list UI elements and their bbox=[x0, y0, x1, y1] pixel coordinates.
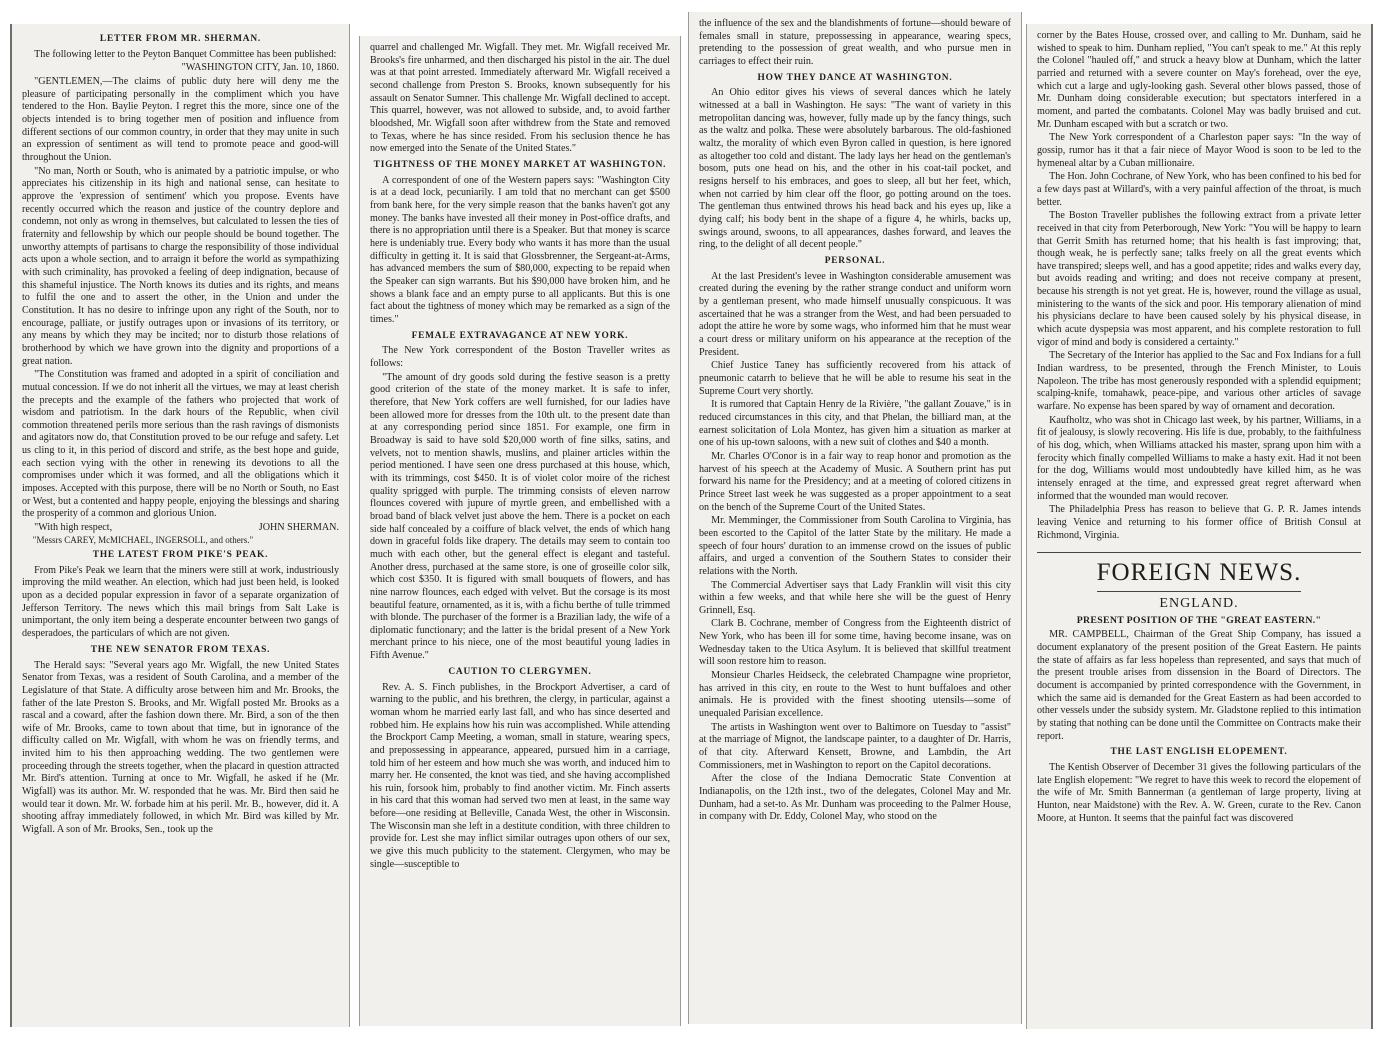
heading-great-eastern: PRESENT POSITION OF THE "GREAT EASTERN." bbox=[1076, 615, 1322, 627]
personal-paragraph-2: Chief Justice Taney has sufficiently recovered from his attack of pneumonic catarrh to believe that he will be able to resume his seat in the Supreme Court very shortly. bbox=[699, 360, 1011, 397]
sherman-paragraph-2: "No man, North or South, who is animated by a patriotic impulse, or who appreciates his citizenship in its high and national sense, can hesitate to approve the 'expression of sentiment' which you propose. Events have recently occurred which the reason and justice of the country deplore and condemn, not only as wrong in themselves, but calculated to lessen the ties of fraternity and fellowship by which our people should be bound together. The unworthy attempts of partisans to charge the responsibility of those individual acts upon a whole section, and to arraign it before the world as sympathizing with such criminality, has provoked a feeling of deep indignation, because of this shameful injustice. The North knows its duties and its rights, and means to fulfil the one and to assert the other, in the Union and under the Constitution. It has no desire to infringe upon any right of the South, nor to encourage, palliate, or justify outrages upon or invasions of its territory, or any means by which they may be incited; nor to disturb those relations of brotherhood by which we have grown into the dignity and proportions of a great nation. bbox=[22, 165, 339, 367]
column-4 bbox=[1026, 24, 1373, 1029]
heading-foreign-news: FOREIGN NEWS. bbox=[1096, 559, 1302, 587]
personal-paragraph-12: The Hon. John Cochrane, of New York, who has been confined to his bed for a few days past at Willard's, with a very painful affection of the throat, is much better. bbox=[1037, 171, 1361, 208]
personal-paragraph-16: The Philadelphia Press has reason to believe that G. P. R. James intends leaving Venice and returning to his former office of British Consul at Richmond, Virginia. bbox=[1037, 504, 1361, 541]
personal-paragraph-9: The artists in Washington went over to Baltimore on Tuesday to "assist" at the marriage of Mignot, the landscape painter, to a daughter of Dr. Harris, of that city. Afterward Kensett, Browne, and Lambdin, the Art Commissioners, met in Washington to report on the Capitol decorations. bbox=[699, 721, 1011, 771]
sherman-addressees: "Messrs CAREY, McMICHAEL, INGERSOLL, and others." bbox=[32, 534, 254, 545]
personal-paragraph-6: The Commercial Advertiser says that Lady Franklin will visit this city within a few weeks, and that while here she will be the guest of Henry Grinnell, Esq. bbox=[699, 579, 1011, 616]
column-1 bbox=[10, 24, 350, 1027]
heading-pikes-peak: THE LATEST FROM PIKE'S PEAK. bbox=[92, 550, 269, 561]
heading-personal: PERSONAL. bbox=[824, 255, 886, 266]
elopement-paragraph: The Kentish Observer of December 31 gives the following particulars of the late English elopement: "We regret to have this week to record the elopement of the wife of Mr. Smith Bannerman (a gentleman of large property, living at Hunton, near Maidstone) with the Rev. A. W. Green, curate to the Rev. Canon Moore, at Hunton. It seems that the painful fact was discovered bbox=[1037, 762, 1361, 824]
sherman-dateline: "WASHINGTON CITY, Jan. 10, 1860. bbox=[181, 62, 339, 74]
column-3 bbox=[688, 12, 1022, 1024]
pikes-paragraph: From Pike's Peak we learn that the miners were still at work, industriously improving the mild weather. An election, which had just been held, is looked upon as a decided popular expression in favor of a separate organization of Jefferson Territory. The news which this mail brings from Salt Lake is unimportant, the only item being a desperate encounter between two gangs of desperadoes, the particulars of which are not given. bbox=[22, 564, 339, 640]
heading-caution-clergymen: CAUTION TO CLERGYMEN. bbox=[448, 666, 592, 677]
personal-paragraph-11: The New York correspondent of a Charleston paper says: "In the way of gossip, rumor has it that a fair niece of Mayor Wood is soon to be led to the hymeneal altar by a Cuban millionaire. bbox=[1037, 132, 1361, 169]
caution-continuation: the influence of the sex and the blandishments of fortune—should beware of females small in stature, prepossessing in appearance, wearing specs, pretending to the possession of great wealth, and who pursue men in carriages to effect their ruin. bbox=[699, 18, 1011, 67]
personal-paragraph-3: It is rumored that Captain Henry de la Rivière, "the gallant Zouave," is in reduced circumstances in this city, and that Phelan, the billiard man, at the earnest solicitation of Lola Montez, has given him a situation as marker at one of his up-town saloons, with a new suit of clothes and $40 a month. bbox=[699, 399, 1011, 449]
great-eastern-paragraph: MR. CAMPBELL, Chairman of the Great Ship Company, has issued a document explanatory of the present position of the Great Eastern. He paints the state of affairs as far less hopeless than represented, and says that much of the present trouble arises from dissension in the Board of Directors. The document is accompanied by printed correspondence with the Government, in which the same aid is demanded for the Great Eastern as had been accorded to other vessels under the subsidy system. Mr. Gladstone replied to this intimation by stating that nothing can be done until the Committee on Contracts make their report. bbox=[1037, 629, 1361, 742]
heading-english-elopement: THE LAST ENGLISH ELOPEMENT. bbox=[1110, 747, 1288, 758]
personal-paragraph-13: The Boston Traveller publishes the following extract from a private letter received in that city from Peterborough, New York: "You will be happy to learn that Gerrit Smith has returned home; that his health is fast improving; that, though weak, he is perfectly sane; talks freely on all the great events which have transpired; sleeps well, and has a good appetite; rides and walks every day, but avoids reading and writing; and does not receive company at present, because his strength is not yet great. He is, however, round the village as usual, ministering to the wants of the sick and poor. His temporary alienation of mind his physicians declare to have been caused solely by his physical disease, in which acute dyspepsia was most apparent, and his complete restoration to full vigor of mind and body is considered a certainty." bbox=[1037, 210, 1361, 348]
senator-paragraph: The Herald says: "Several years ago Mr. Wigfall, the new United States Senator from Texas, was a resident of South Carolina, and a member of the Legislature of that State. A difficulty arose between him and Mr. Brooks, the father of the late Preston S. Brooks, and Mr. Wigfall posted Mr. Brooks as a rascal and a coward, after the fashion down there. Mr. Bird, a son of the then wife of Mr. Brooks, came to town about that time, but in ignorance of the difficulty called on Mr. Wigfall, with whom he was on friendly terms, and invited him to his then approaching wedding. The two gentlemen were proceeding through the streets together, when the placard in question attracted Mr. Bird's attention. Turning at once to Mr. Wigfall, he asked if he (Mr. Wigfall) was its author. Mr. W. responded that he was. Mr. Bird then said he would tear it down. Mr. W. forbade him at his peril. Mr. B., however, did it. A shooting affray immediately followed, in which Mr. Bird was killed by Mr. Wigfall. A son of Mr. Brooks, Sen., took up the bbox=[22, 659, 339, 836]
divider-rule bbox=[1097, 591, 1301, 592]
heading-sherman-letter: LETTER FROM MR. SHERMAN. bbox=[99, 34, 262, 44]
personal-paragraph-10: After the close of the Indiana Democratic State Convention at Indianapolis, on the 12th inst., two of the delegates, Colonel May and Mr. Dunham, had a set-to. As Mr. Dunham was proceeding to the Palmer House, in company with Dr. Eddy, Colonel May, who stood on the bbox=[699, 773, 1011, 823]
female-paragraph: "The amount of dry goods sold during the festive season is a pretty good criterion of the state of the money market. It is safe to infer, therefore, that New York coffers are well furnished, for our ladies have been allowed more for dresses from the 10th ult. to the present date than at any corresponding period since 1851. For example, one firm in Broadway is said to have sold $20,000 worth of fine silks, satins, and velvets, not to mention shawls, muslins, and plainer articles within the period mentioned. I have seen one dress purchased at this house, which, with its trimmings, cost $450. It is of violet color moire of the richest quality sprigged with purple. The trimming consists of eleven narrow flounces covered with jupure of myrtle green, and embellished with a broad band of black velvet just above the hem. There is a pocket on each side half concealed by a coiffure of black velvet, the ends of which hang down in graceful folds like drapery. The details may seem to contain too much with each other, but the general effect is elegant and tasteful. Another dress, purchased at the same store, is one of groseille color silk, which cost $350. It is figured with small bouquets of flowers, and has nine narrow flounces, each edged with velvet. But the corsage is its most beautiful feature, ornamented, as it is, with a fichu berthe of tulle trimmed with blonde. The purchaser of the former is a Brazilian lady, the wife of a diplomatic functionary; and the latter is the bridal present of a New York merchant prince to his niece, one of the most beautiful young ladies in Fifth Avenue." bbox=[370, 371, 670, 662]
sherman-paragraph-3: "The Constitution was framed and adopted in a spirit of conciliation and mutual concession. If we do not inherit all the virtues, we may at least cherish the precepts and the example of the fathers who projected that work of wisdom and patriotism. In the dark hours of the Republic, when civil commotion threatened perils more serious than the rash ravings of dismonists and agitators now do, that Constitution proved to be our refuge and safety. Let us cling to it, in this period of discord and strife, as the best hope and guide, each section vying with the other in renewing its devotions to all the compromises under which it was formed, and all the obligations which it imposes. Accepted with this purpose, there will be no North or South, no East or West, but a contented and happy people, enjoying the blessings and sharing the prosperity of a common and glorious Union. bbox=[22, 369, 339, 520]
sherman-paragraph-1: "GENTLEMEN,—The claims of public duty here will deny me the pleasure of participating personally in the compliment which you have tendered to the Hon. Baylie Peyton. I regret this the more, since one of the objects intended is to bring together men of position and influence from different sections of our common country, in order that they may unite in such an expression of sentiment as will tend to promote peace and good-will throughout the Union. bbox=[22, 76, 339, 164]
column-2 bbox=[359, 36, 681, 1026]
heading-new-senator: THE NEW SENATOR FROM TEXAS. bbox=[90, 644, 271, 655]
sherman-signature: JOHN SHERMAN. bbox=[258, 522, 339, 534]
personal-paragraph-15: Kaufholtz, who was shot in Chicago last week, by his partner, Williams, in a fit of jealousy, is slowly recovering. His life is due, probably, to the faithfulness of his dog, which, when Williams attacked his master, sprang upon him with a ferocity which finally compelled Williams to make a hasty exit. Had it not been for the dog, Williams would most undoubtedly have killed him, as he was intensely enraged at the time, and expressed great regret afterward when informed that the wounded man would recover. bbox=[1037, 414, 1361, 502]
personal-paragraph-8: Monsieur Charles Heidseck, the celebrated Champagne wine proprietor, has arrived in this city, en route to the West to hunt buffaloes and other animals. He is provided with the finest shooting utensils—some of unequaled Parisian excellence. bbox=[699, 670, 1011, 720]
heading-female-extravagance: FEMALE EXTRAVAGANCE AT NEW YORK. bbox=[411, 330, 629, 341]
sherman-closing: "With high respect, bbox=[34, 522, 113, 534]
heading-dance-washington: HOW THEY DANCE AT WASHINGTON. bbox=[757, 72, 953, 83]
divider-rule bbox=[1037, 552, 1361, 553]
personal-paragraph-4: Mr. Charles O'Conor is in a fair way to reap honor and promotion as the harvest of his speech at the Academy of Music. A Southern print has put forward his name for the Presidency; and at a meeting of colored citizens in Prince Street last week he was suggested as a proper appointment to a seat on the bench of the Supreme Court of the United States. bbox=[699, 450, 1011, 513]
sherman-signoff bbox=[22, 522, 339, 535]
senator-continuation: quarrel and challenged Mr. Wigfall. They met. Mr. Wigfall received Mr. Brooks's fire unharmed, and then discharged his pistol in the air. The duel was at that point arrested. Immediately afterward Mr. Wigfall received a second challenge from Preston S. Brooks, known subsequently for his assault on Senator Sumner. This challenge Mr. Wigfall declined to accept. This quarrel, however, was not allowed to subside, and, to avoid farther bloodshed, Mr. Wigfall soon after withdrew from the State and removed to Texas, where he has since resided. From his seclusion thence he has now emerged into the Senate of the United States." bbox=[370, 42, 670, 155]
heading-money-market: TIGHTNESS OF THE MONEY MARKET AT WASHINGTON. bbox=[373, 159, 667, 170]
personal-paragraph-14: The Secretary of the Interior has applied to the Sac and Fox Indians for a full Indian wardress, to be presented, through the French Minister, to Louis Napoleon. The tribe has most generously responded with a splendid equipment; scalping-knife, tomahawk, peace-pipe, and various other articles of savage warfare. No expense has been spared by way of ornament and decoration. bbox=[1037, 350, 1361, 413]
personal-continuation: corner by the Bates House, crossed over, and calling to Mr. Dunham, said he wished to speak to him. Dunham replied, "You can't speak to me." At this reply the Colonel "hauled off," and struck a heavy blow at Dunham, which the latter parried and returned with a severe counter on May's forehead, over the eye, which cut a large and ugly-looking gash. Several other blows passed, those of Mr. Dunham doing considerable execution; but spectators interfered in a moment, and parted the combatants. Colonel May was badly bruised and cut. Mr. Dunham escaped with but a scratch or two. bbox=[1037, 30, 1361, 130]
heading-england: ENGLAND. bbox=[1159, 595, 1239, 611]
sherman-intro: The following letter to the Peyton Banquet Committee has been published: bbox=[34, 48, 337, 60]
personal-paragraph-5: Mr. Memminger, the Commissioner from South Carolina to Virginia, has been escorted to the Capitol of the latter State by the military. He made a speech of four hours' duration to an immense crowd on the issues of public affairs, and urged a convention of the Southern States to consider their relations with the North. bbox=[699, 515, 1011, 577]
personal-paragraph-7: Clark B. Cochrane, member of Congress from the Eighteenth district of New York, who has been ill for some time, having become insane, was on Wednesday taken to the Utica Asylum. It is believed that skillful treatment will soon restore him to reason. bbox=[699, 618, 1011, 668]
money-paragraph: A correspondent of one of the Western papers says: "Washington City is at a dead lock, pecuniarily. I am told that no merchant can get $500 from bank here, for the very simple reason that the banks haven't got any money. The banks have invested all their money in Post-office drafts, and there is no appropriation until there is a Speaker. But that money is scarce here is undeniably true. Every body who wants it has more than the usual difficulty in getting it. It is said that Glossbrenner, the Sergeant-at-Arms, has advanced members the sum of $80,000, expecting to be repaid when the Speaker can sign warrants. But his $90,000 have broken him, and he shows a blank face and an empty purse to all applicants. But this is one fact about the tightness of money which may be remarked as a sign of the times." bbox=[370, 174, 670, 325]
caution-paragraph: Rev. A. S. Finch publishes, in the Brockport Advertiser, a card of warning to the public, and his brethren, the clergy, in particular, against a woman whom he married early last fall, and who has since deserted and robbed him. He explains how his ruin was accomplished. While attending the Brockport Camp Meeting, a woman, small in stature, wearing specs, and prepossessing in appearance, appeared, pursued him in a carriage, told him of her esteem and how much she was worth, and induced him to marry her. He consented, the knot was tied, and she having accomplished his ruin, forsook him, probably to find another victim. Mr. Finch asserts in his card that this woman had served two men at least, in the same way before—one residing at Belleville, Canada West, the other in Wisconsin. The Wisconsin man she left in a destitute condition, with three children to provide for. Lest she may inflict similar outrages upon others of our sex, we give this much publicity to the statement. Clergymen, who may be single—susceptible to bbox=[370, 681, 670, 870]
personal-paragraph-1: At the last President's levee in Washington considerable amusement was created during the evening by the rather strange conduct and uniform worn by a gentleman present, who made himself unusually conspicuous. It was ascertained that he was a stranger from the West, and had been persuaded to adopt the attire he wore by some wags, who informed him that he must wear a court dress or military uniform on his appearance at the reception of the President. bbox=[699, 270, 1011, 358]
dance-paragraph: An Ohio editor gives his views of several dances which he lately witnessed at a ball in Washington. He says: "The want of variety in this metropolitan dancing was, however, fully made up by the fancy things, such as the waltz and polka. These were absolutely barbarous. The old-fashioned waltz, the morality of which even Byron called in question, is here ignored as altogether too cold and distant. The lady lays her head on the gentleman's bosom, puts one head on his, and the other in his coat-tail pocket, and resigns herself to his embraces, and goes to sleep, all but her feet, which, when not carried by him clear off the floor, go potting around on the toes. The gentleman thus entwined throws his head back and his eyes up, like a dying calf; his body bent in the shape of a figure 4, he whirls, backs up, swings around, swoons, to all appearances, dashes forward, and leaves the ring, to the delight of all decent people." bbox=[699, 87, 1011, 251]
female-intro: The New York correspondent of the Boston Traveller writes as follows: bbox=[370, 345, 670, 370]
